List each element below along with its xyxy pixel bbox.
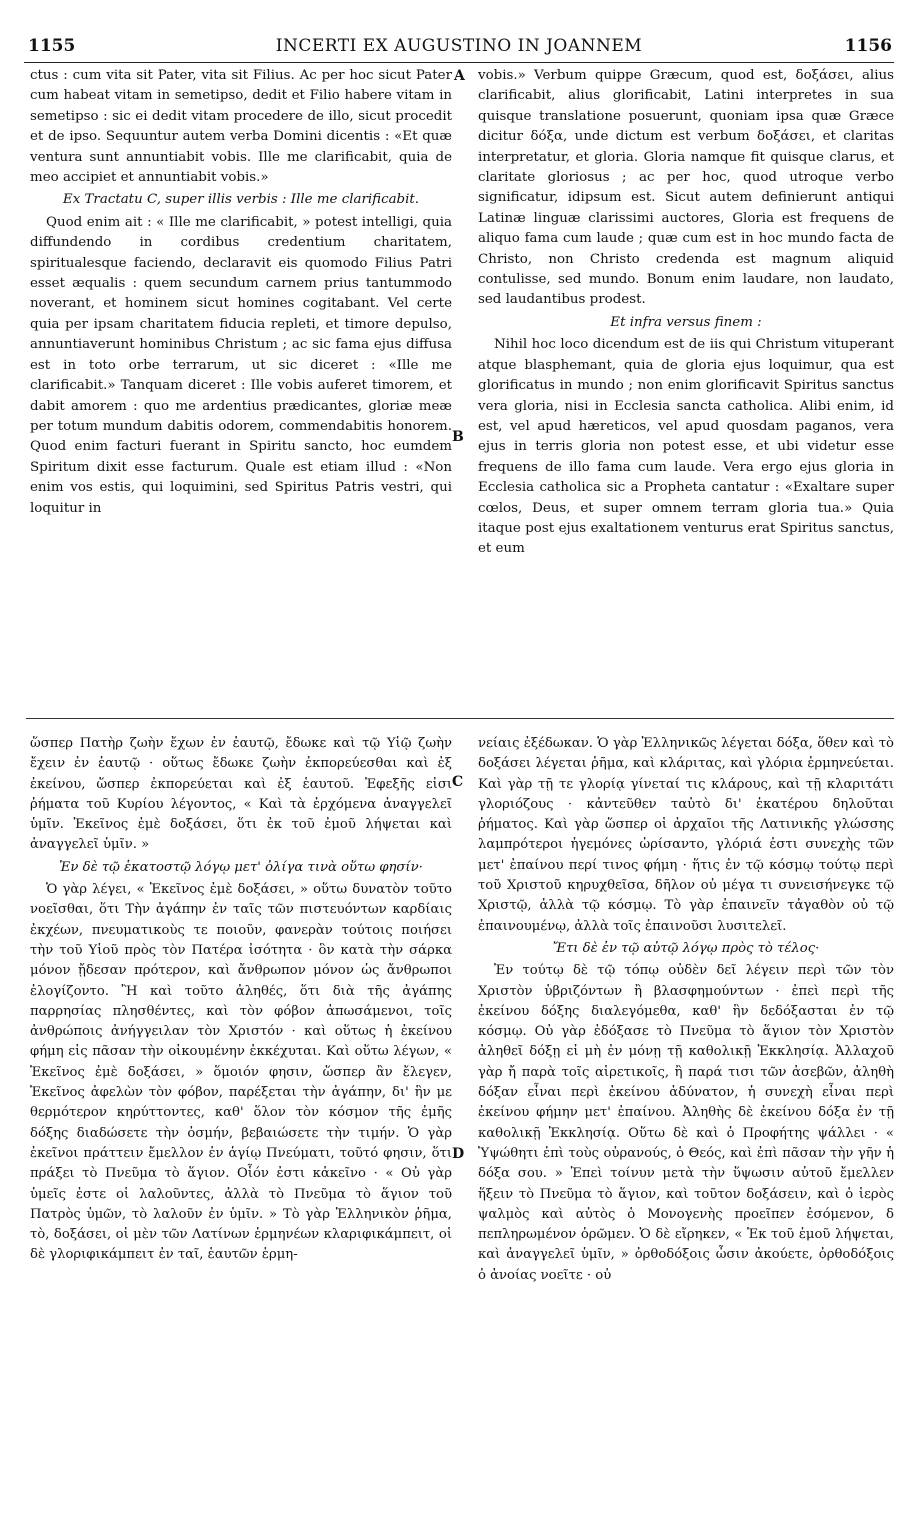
latin-right-paragraph-2: Nihil hoc loco dicendum est de iis qui Christum vituperant atque blasphemant, quia de gloria ejus loquimur, qua est glorificatus in mundo ; non enim glorificavit Spiritus sanctus vera gloria, nisi in Ecclesia sancta catholica. Alibi enim, id est, vel apud hæreticos, vel apud quosdam paganos, vera ejus in terris gloria non potest esse, et ubi videtur esse frequens de illo fama cum laude. Vera ergo ejus gloria in Ecclesia catholica sic a Propheta cantatur : «Exaltare super cœlos, Deus, et super omnem terram gloria tua.» Quia itaque post ejus exaltationem venturus erat Spiritus sanctus, et eum <box>478 337 894 557</box>
greek-right-paragraph-1: νείαις ἐξέδωκαν. Ὁ γὰρ Ἑλληνικῶς λέγεται δόξα, ὅθεν καὶ τὸ δοξάσει λέγεται ῥῆμα, καὶ κλάριτας, καὶ γλόρια ἑρμηνεύεται. Καὶ γὰρ τῇ τε γλορίᾳ γίνεταί τις κλάρους, καὶ τῇ κλαριτάτι γλοριόζους · κἀντεῦθεν ταὐτὸ δι' ἑκατέρου δηλοῦται ῥήματος. Καὶ γὰρ ὥσπερ οἱ ἀρχαῖοι τῆς Λατινικῆς γλώσσης λαμπρότεροι ἡγεμόνες ὡρίσαντο, γλόριά ἐστι συνεχὴς τῶν μετ' ἐπαίνου περί τινος φήμη · ἥτις ἐν τῷ κόσμῳ τούτῳ περὶ τοῦ Χριστοῦ κηρυχθεῖσα, δῆλον οὐ μέγα τι συνεισήνεγκε τῷ Χριστῷ, ἀλλὰ τῷ κόσμῳ. Τὸ γὰρ ἐπαινεῖν τἀγαθὸν οὐ τῷ ἐπαινουμένῳ, ἀλλὰ τοῖς ἐπαινοῦσι λυσιτελεῖ. <box>478 736 894 934</box>
greek-right-column <box>478 734 894 1286</box>
margin-marker-d: D <box>452 1146 465 1162</box>
latin-left-paragraph-2: Quod enim ait : « Ille me clarificabit, » potest intelligi, quia diffundendo in cordibus credentium charitatem, spiritualesque faciendo, declaravit eis quomodo Filius Patri esset æqualis : quem secundum carnem prius tantummodo noverant, et hominem sicut homines cogitabant. Vel certe quia per ipsam charitatem fiducia repleti, et timore depulso, annuntiaverunt hominibus Christum ; ac sic fama ejus diffusa est in toto orbe terrarum, ut sic diceret : «Ille me clarificabit.» Tanquam diceret : Ille vobis auferet timorem, et dabit amorem : quo me ardentius prædicantes, gloriæ meæ per totum mundum dabitis odorem, commendabitis honorem. Quod enim facturi fuerant in Spiritu sancto, hoc eumdem Spiritum dixit esse facturum. Quale est etiam illud : «Non enim vos estis, qui loquimini, sed Spiritus Patris vestri, qui loquitur in <box>30 214 452 516</box>
margin-marker-c: C <box>452 774 464 790</box>
page-header <box>24 34 894 63</box>
latin-right-paragraph-1: vobis.» Verbum quippe Græcum, quod est, δοξάσει, alius clarificabit, alius glorificabit, Latini interpretes in sua quisque translatione posuerunt, quoniam ipsa quæ Græce dicitur δόξα, unde dictum est verbum δοξάσει, et claritas interpretatur, et gloria. Gloria namque fit quisque clarus, et claritate gloriosus ; ac per hoc, quod utroque verbo significatur, idipsum est. Sicut autem definierunt antiqui Latinæ linguæ clarissimi auctores, Gloria est frequens de aliquo fama cum laude ; quæ cum est in hoc mundo facta de Christo, non Christo credenda est magnum aliquid contulisse, sed mundo. Bonum enim laudare, non laudato, sed laudantibus prodest. <box>478 68 894 308</box>
margin-marker-a: A <box>454 68 465 84</box>
section-divider <box>26 718 894 719</box>
latin-left-column <box>30 66 452 519</box>
left-page-number: 1155 <box>28 36 76 56</box>
greek-right-paragraph-2: Ἐν τούτῳ δὲ τῷ τόπῳ οὐδὲν δεῖ λέγειν περὶ τῶν τὸν Χριστὸν ὑβριζόντων ἢ βλασφημούντων · ἐπεὶ περὶ τῆς ἐκείνου δόξης διαλεγόμεθα, καθ' ἣν δεδόξασται ἐν τῷ κόσμῳ. Οὐ γὰρ ἐδόξασε τὸ Πνεῦμα τὸ ἅγιον τὸν Χριστὸν ἀληθεῖ δόξῃ εἰ μὴ ἐν μόνῃ τῇ καθολικῇ Ἐκκλησίᾳ. Ἀλλαχοῦ γὰρ ἤ παρὰ τοῖς αἱρετικοῖς, ἢ παρά τισι τῶν ἀσεβῶν, ἀληθὴ δόξαν εἶναι περὶ ἐκείνου ἀδύνατον, ἡ συνεχὴ εἶναι περὶ ἐκείνου φήμην μετ' ἐπαίνου. Ἀληθὴς δὲ ἐκείνου δόξα ἐν τῇ καθολικῇ Ἐκκλησίᾳ. Οὕτω δὲ καὶ ὁ Προφήτης ψάλλει · « Ὑψώθητι ἐπὶ τοὺς οὐρανούς, ὁ Θεός, καὶ ἐπὶ πᾶσαν τὴν γῆν ἡ δόξα σου. » Ἐπεὶ τοίνυν μετὰ τὴν ὕψωσιν αὐτοῦ ἔμελλεν ἥξειν τὸ Πνεῦμα τὸ ἅγιον, καὶ τοῦτον δοξάσειν, καὶ ὁ ἱερὸς ψαλμὸς καὶ αὐτὸς ὁ Μονογενὴς προεῖπεν ἐσόμενον, δ πεπληρωμένον ὁρῶμεν. Ὁ δὲ εἴρηκεν, « Ἐκ τοῦ ἐμοῦ λήψεται, καὶ ἀναγγελεῖ ὑμῖν, » ὀρθοδόξοις ὦσιν ἀκούετε, ὀρθοδόξοις ὁ ἀνοίας νοεῖτε · οὐ <box>478 963 894 1283</box>
running-title: INCERTI EX AUGUSTINO IN JOANNEM <box>275 36 643 56</box>
greek-left-paragraph-1: ὥσπερ Πατὴρ ζωὴν ἔχων ἐν ἑαυτῷ, ἔδωκε καὶ τῷ Υἱῷ ζωὴν ἔχειν ἐν ἑαυτῷ · οὕτως ἔδωκε ζωὴν ἐκπορεύεσθαι καὶ ἐξ ἐκείνου, ὥσπερ ἐκπορεύεται καὶ ἐξ ἑαυτοῦ. Ἐφεξῆς εἰσι ῥήματα τοῦ Κυρίου λέγοντος, « Καὶ τὰ ἐρχόμενα ἀναγγελεῖ ὑμῖν. Ἐκεῖνος ἐμὲ δοξάσει, ὅτι ἐκ τοῦ ἐμοῦ λήψεται καὶ ἀναγγελεῖ ὑμῖν. » <box>30 736 452 853</box>
right-page-number: 1156 <box>844 36 892 56</box>
latin-right-column <box>478 66 894 560</box>
latin-left-section-heading: Ex Tractatu C, super illis verbis : Ille me clarificabit. <box>62 192 420 208</box>
greek-left-paragraph-2: Ὁ γὰρ λέγει, « Ἐκεῖνος ἐμὲ δοξάσει, » οὕτω δυνατὸν τοῦτο νοεῖσθαι, ὅτι Τὴν ἀγάπην ἐν ταῖς τῶν πιστευόντων καρδίαις ἐκχέων, πνευματικοὺς τε ποιοῦν, φανερὰν τούτοις ποιήσει τὴν τοῦ Υἱοῦ πρὸς τὸν Πατέρα ἰσότητα · ὃν κατὰ τὴν σάρκα μόνον ᾔδεσαν πρότερον, καὶ ἄνθρωπον μόνον ὡς ἄνθρωποι ἐλογίζοντο. Ἢ καὶ τοῦτο ἀληθές, ὅτι διὰ τῆς ἀγάπης παρρησίας πλησθέντες, καὶ τὸν φόβον ἀπωσάμενοι, τοῖς ἀνθρώποις ἀνήγγειλαν τὸν Χριστόν · καὶ οὕτως ἡ ἐκείνου φήμη εἰς πᾶσαν τὴν οἰκουμένην ἐκκέχυται. Καὶ οὕτω λέγων, « Ἐκεῖνος ἐμὲ δοξάσει, » ὅμοιόν φησιν, ὥσπερ ἂν ἔλεγεν, Ἐκεῖνος ἀφελὼν τὸν φόβον, παρέξεται τὴν ἀγάπην, δι' ἣν με θερμότερον κηρύττοντες, καθ' ὅλον τὸν κόσμον τῆς ἐμῆς δόξης διαδώσετε τὴν ὀσμήν, βεβαιώσετε τὴν τιμήν. Ὁ γὰρ ἐκεῖνοι πράττειν ἔμελλον ἐν ἁγίῳ Πνεύματι, τοῦτό φησιν, ὅτι πράξει τὸ Πνεῦμα τὸ ἅγιον. Οἷόν ἐστι κἀκεῖνο · « Οὐ γὰρ ὑμεῖς ἐστε οἱ λαλοῦντες, ἀλλὰ τὸ Πνεῦμα τὸ ἅγιον τοῦ Πατρὸς ὑμῶν, τὸ λαλοῦν ἐν ὑμῖν. » Τὸ γὰρ Ἑλληνικὸν ῥῆμα, τὸ, δοξάσει, οἱ μὲν τῶν Λατίνων ἑρμηνέων κλαριφικάμπειτ, οἱ δὲ γλοριφικάμπειτ ἐν ταῖ, ἑαυτῶν ἑρμη- <box>30 882 452 1263</box>
latin-left-paragraph-1: ctus : cum vita sit Pater, vita sit Filius. Ac per hoc sicut Pater cum habeat vitam in semetipso, dedit et Filio habere vitam in semetipso : sic ei dedit vitam procedere de illo, sicut procedit et de ipso. Sequuntur autem verba Domini dicentis : «Et quæ ventura sunt annuntiabit vobis. Ille me clarificabit, quia de meo accipiet et annuntiabit vobis.» <box>30 68 452 186</box>
greek-left-section-heading: Ἐν δὲ τῷ ἑκατοστῷ λόγῳ μετ' ὀλίγα τινὰ οὕτω φησίν· <box>59 859 423 875</box>
greek-left-column <box>30 734 452 1266</box>
latin-right-section-heading: Et infra versus finem : <box>610 314 762 330</box>
margin-marker-b: B <box>452 429 464 445</box>
greek-right-section-heading: Ἔτι δὲ ἐν τῷ αὐτῷ λόγῳ πρὸς τὸ τέλος· <box>552 940 820 956</box>
